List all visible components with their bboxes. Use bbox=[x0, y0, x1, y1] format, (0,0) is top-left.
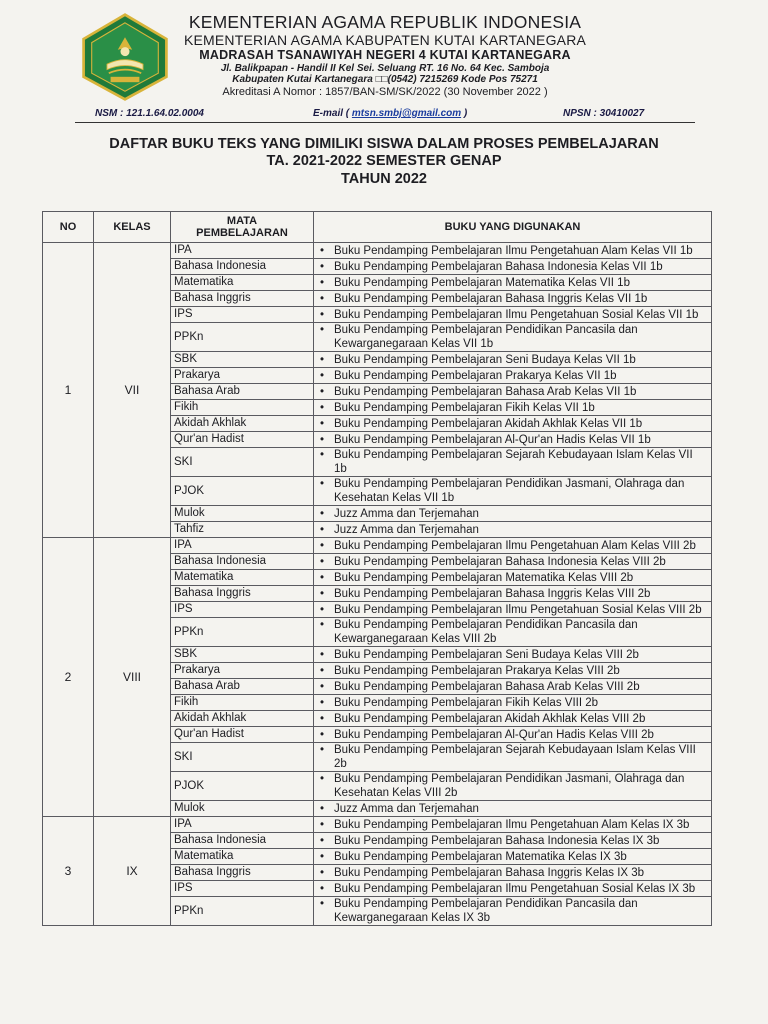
bullet-icon: • bbox=[320, 898, 325, 910]
email-close: ) bbox=[461, 108, 468, 119]
bullet-icon: • bbox=[320, 507, 325, 520]
cell-book bbox=[314, 554, 712, 570]
bullet-icon: • bbox=[320, 664, 325, 677]
cell-subject: PPKn bbox=[171, 323, 314, 352]
bullet-icon: • bbox=[320, 276, 325, 289]
book-title: Buku Pendamping Pembelajaran Bahasa Indonesia Kelas VII 1b bbox=[334, 260, 663, 273]
book-title: Buku Pendamping Pembelajaran Ilmu Pengetahuan Alam Kelas VII 1b bbox=[334, 244, 693, 257]
cell-book bbox=[314, 602, 712, 618]
bullet-icon: • bbox=[320, 369, 325, 382]
col-header-no: NO bbox=[43, 212, 94, 243]
book-title: Buku Pendamping Pembelajaran Fikih Kelas VIII 2b bbox=[334, 696, 599, 709]
book-item bbox=[320, 369, 708, 383]
book-title: Buku Pendamping Pembelajaran Fikih Kelas VII 1b bbox=[334, 401, 595, 414]
book-item bbox=[320, 292, 708, 306]
book-title: Buku Pendamping Pembelajaran Pendidikan Jasmani, Olahraga dan Kesehatan Kelas VIII 2b bbox=[334, 773, 685, 799]
cell-book bbox=[314, 711, 712, 727]
col-header-buku: BUKU YANG DIGUNAKAN bbox=[314, 212, 712, 243]
book-item bbox=[320, 818, 708, 832]
cell-book bbox=[314, 865, 712, 881]
cell-book bbox=[314, 538, 712, 554]
book-title: Buku Pendamping Pembelajaran Ilmu Pengetahuan Sosial Kelas VIII 2b bbox=[334, 603, 702, 616]
book-item bbox=[320, 401, 708, 415]
book-item bbox=[320, 897, 708, 925]
table-row bbox=[43, 243, 712, 259]
header-line-regency: KEMENTERIAN AGAMA KABUPATEN KUTAI KARTANEGARA bbox=[183, 32, 587, 49]
book-title: Buku Pendamping Pembelajaran Pendidikan Jasmani, Olahraga dan Kesehatan Kelas VII 1b bbox=[334, 478, 685, 504]
bullet-icon: • bbox=[320, 834, 325, 847]
header-line-contact: Kabupaten Kutai Kartanegara □□(0542) 7215269 Kode Pos 75271 bbox=[232, 74, 538, 86]
col-header-kelas: KELAS bbox=[94, 212, 171, 243]
book-title: Juzz Amma dan Terjemahan bbox=[334, 802, 479, 815]
book-title: Buku Pendamping Pembelajaran Seni Budaya Kelas VIII 2b bbox=[334, 648, 639, 661]
bullet-icon: • bbox=[320, 433, 325, 446]
book-item bbox=[320, 648, 708, 662]
book-item bbox=[320, 712, 708, 726]
cell-book bbox=[314, 618, 712, 647]
cell-book bbox=[314, 663, 712, 679]
book-title: Buku Pendamping Pembelajaran Pendidikan Pancasila dan Kewarganegaraan Kelas VIII 2b bbox=[334, 619, 638, 645]
bullet-icon: • bbox=[320, 603, 325, 616]
book-title: Juzz Amma dan Terjemahan bbox=[334, 523, 479, 536]
bullet-icon: • bbox=[320, 308, 325, 321]
cell-subject: Bahasa Inggris bbox=[171, 865, 314, 881]
book-title: Buku Pendamping Pembelajaran Ilmu Pengetahuan Sosial Kelas VII 1b bbox=[334, 308, 699, 321]
cell-subject: Bahasa Indonesia bbox=[171, 833, 314, 849]
cell-book bbox=[314, 400, 712, 416]
bullet-icon: • bbox=[320, 401, 325, 414]
book-item bbox=[320, 882, 708, 896]
bullet-icon: • bbox=[320, 244, 325, 257]
bullet-icon: • bbox=[320, 882, 325, 895]
cell-subject: Bahasa Inggris bbox=[171, 291, 314, 307]
cell-book bbox=[314, 259, 712, 275]
cell-subject: Bahasa Indonesia bbox=[171, 554, 314, 570]
book-item bbox=[320, 696, 708, 710]
book-title: Buku Pendamping Pembelajaran Ilmu Pengetahuan Alam Kelas VIII 2b bbox=[334, 539, 696, 552]
col-header-mapel bbox=[171, 212, 314, 243]
cell-subject: Matematika bbox=[171, 849, 314, 865]
cell-book bbox=[314, 743, 712, 772]
cell-book bbox=[314, 384, 712, 400]
cell-book bbox=[314, 243, 712, 259]
cell-subject: Fikih bbox=[171, 400, 314, 416]
book-item bbox=[320, 260, 708, 274]
book-title: Buku Pendamping Pembelajaran Akidah Akhlak Kelas VIII 2b bbox=[334, 712, 646, 725]
cell-book bbox=[314, 307, 712, 323]
cell-book bbox=[314, 727, 712, 743]
book-title: Buku Pendamping Pembelajaran Prakarya Kelas VII 1b bbox=[334, 369, 617, 382]
bullet-icon: • bbox=[320, 818, 325, 831]
cell-book bbox=[314, 897, 712, 926]
cell-subject: Qur'an Hadist bbox=[171, 432, 314, 448]
cell-subject: Mulok bbox=[171, 506, 314, 522]
book-title: Buku Pendamping Pembelajaran Ilmu Pengetahuan Sosial Kelas IX 3b bbox=[334, 882, 696, 895]
bullet-icon: • bbox=[320, 478, 325, 490]
header-line-ministry: KEMENTERIAN AGAMA REPUBLIK INDONESIA bbox=[188, 12, 582, 32]
nsm-text: NSM : 121.1.64.02.0004 bbox=[95, 108, 204, 119]
bullet-icon: • bbox=[320, 353, 325, 366]
cell-book bbox=[314, 522, 712, 538]
book-item bbox=[320, 850, 708, 864]
cell-subject: IPS bbox=[171, 602, 314, 618]
book-title: Buku Pendamping Pembelajaran Matematika Kelas VIII 2b bbox=[334, 571, 634, 584]
bullet-icon: • bbox=[320, 571, 325, 584]
book-title: Buku Pendamping Pembelajaran Seni Budaya Kelas VII 1b bbox=[334, 353, 636, 366]
table-body bbox=[43, 243, 712, 926]
book-item bbox=[320, 555, 708, 569]
cell-kelas: IX bbox=[94, 817, 171, 926]
bullet-icon: • bbox=[320, 587, 325, 600]
bullet-icon: • bbox=[320, 260, 325, 273]
book-title: Buku Pendamping Pembelajaran Al-Qur'an Hadis Kelas VIII 2b bbox=[334, 728, 654, 741]
cell-book bbox=[314, 368, 712, 384]
bullet-icon: • bbox=[320, 866, 325, 879]
cell-kelas: VIII bbox=[94, 538, 171, 817]
book-item bbox=[320, 308, 708, 322]
cell-subject: PJOK bbox=[171, 772, 314, 801]
book-title: Buku Pendamping Pembelajaran Pendidikan Pancasila dan Kewarganegaraan Kelas IX 3b bbox=[334, 898, 638, 924]
bullet-icon: • bbox=[320, 680, 325, 693]
book-title: Buku Pendamping Pembelajaran Ilmu Pengetahuan Alam Kelas IX 3b bbox=[334, 818, 690, 831]
book-title: Buku Pendamping Pembelajaran Prakarya Kelas VIII 2b bbox=[334, 664, 620, 677]
cell-book bbox=[314, 586, 712, 602]
cell-no: 2 bbox=[43, 538, 94, 817]
cell-subject: PPKn bbox=[171, 897, 314, 926]
cell-subject: Prakarya bbox=[171, 663, 314, 679]
cell-subject: Bahasa Indonesia bbox=[171, 259, 314, 275]
cell-subject: SKI bbox=[171, 448, 314, 477]
cell-subject: Prakarya bbox=[171, 368, 314, 384]
cell-book bbox=[314, 352, 712, 368]
cell-book bbox=[314, 817, 712, 833]
book-item bbox=[320, 618, 708, 646]
bullet-icon: • bbox=[320, 324, 325, 336]
cell-book bbox=[314, 570, 712, 586]
book-item bbox=[320, 587, 708, 601]
cell-subject: IPA bbox=[171, 243, 314, 259]
cell-subject: Akidah Akhlak bbox=[171, 711, 314, 727]
cell-no: 3 bbox=[43, 817, 94, 926]
book-title: Buku Pendamping Pembelajaran Matematika Kelas IX 3b bbox=[334, 850, 627, 863]
document-title bbox=[60, 136, 708, 188]
cell-subject: SBK bbox=[171, 352, 314, 368]
bullet-icon: • bbox=[320, 728, 325, 741]
book-title: Buku Pendamping Pembelajaran Pendidikan Pancasila dan Kewarganegaraan Kelas VII 1b bbox=[334, 324, 638, 350]
bullet-icon: • bbox=[320, 449, 325, 461]
cell-book bbox=[314, 506, 712, 522]
book-title: Buku Pendamping Pembelajaran Bahasa Inggris Kelas VII 1b bbox=[334, 292, 648, 305]
cell-subject: IPS bbox=[171, 881, 314, 897]
cell-book bbox=[314, 833, 712, 849]
book-item bbox=[320, 276, 708, 290]
book-title: Buku Pendamping Pembelajaran Al-Qur'an Hadis Kelas VII 1b bbox=[334, 433, 651, 446]
book-item bbox=[320, 448, 708, 476]
book-item bbox=[320, 433, 708, 447]
book-item bbox=[320, 603, 708, 617]
cell-book bbox=[314, 275, 712, 291]
bullet-icon: • bbox=[320, 523, 325, 536]
cell-subject: Mulok bbox=[171, 801, 314, 817]
cell-subject: Akidah Akhlak bbox=[171, 416, 314, 432]
book-item bbox=[320, 323, 708, 351]
book-title: Buku Pendamping Pembelajaran Matematika Kelas VII 1b bbox=[334, 276, 630, 289]
bullet-icon: • bbox=[320, 539, 325, 552]
book-title: Buku Pendamping Pembelajaran Bahasa Indonesia Kelas VIII 2b bbox=[334, 555, 666, 568]
cell-subject: SKI bbox=[171, 743, 314, 772]
bullet-icon: • bbox=[320, 385, 325, 398]
cell-book bbox=[314, 881, 712, 897]
cell-no: 1 bbox=[43, 243, 94, 538]
book-title: Buku Pendamping Pembelajaran Bahasa Arab Kelas VIII 2b bbox=[334, 680, 640, 693]
email-line bbox=[313, 108, 467, 119]
book-item bbox=[320, 772, 708, 800]
kemenag-emblem-icon bbox=[80, 12, 170, 102]
cell-book bbox=[314, 679, 712, 695]
bullet-icon: • bbox=[320, 619, 325, 631]
npsn-text: NPSN : 30410027 bbox=[563, 108, 645, 119]
book-item bbox=[320, 507, 708, 521]
header-line-address: Jl. Balikpapan - Handil II Kel Sei. Seluang RT. 16 No. 64 Kec. Samboja bbox=[220, 62, 550, 74]
textbook-table bbox=[42, 211, 712, 926]
bullet-icon: • bbox=[320, 555, 325, 568]
table-header-row bbox=[43, 212, 712, 243]
cell-subject: IPS bbox=[171, 307, 314, 323]
book-item bbox=[320, 477, 708, 505]
letterhead bbox=[0, 0, 768, 125]
bullet-icon: • bbox=[320, 802, 325, 815]
col-header-mapel-2: PEMBELAJARAN bbox=[196, 227, 288, 239]
header-line-school: MADRASAH TSANAWIYAH NEGERI 4 KUTAI KARTANEGARA bbox=[199, 48, 571, 63]
book-item bbox=[320, 866, 708, 880]
book-item bbox=[320, 571, 708, 585]
bullet-icon: • bbox=[320, 648, 325, 661]
cell-subject: Bahasa Inggris bbox=[171, 586, 314, 602]
cell-subject: IPA bbox=[171, 817, 314, 833]
table-row bbox=[43, 538, 712, 554]
book-item bbox=[320, 802, 708, 816]
book-item bbox=[320, 523, 708, 537]
cell-subject: Bahasa Arab bbox=[171, 384, 314, 400]
book-item bbox=[320, 743, 708, 771]
cell-book bbox=[314, 448, 712, 477]
book-item bbox=[320, 680, 708, 694]
cell-subject: IPA bbox=[171, 538, 314, 554]
bullet-icon: • bbox=[320, 292, 325, 305]
cell-book bbox=[314, 291, 712, 307]
cell-subject: Tahfiz bbox=[171, 522, 314, 538]
book-item bbox=[320, 728, 708, 742]
bullet-icon: • bbox=[320, 744, 325, 756]
book-item bbox=[320, 244, 708, 258]
title-line-1: DAFTAR BUKU TEKS YANG DIMILIKI SISWA DALAM PROSES PEMBELAJARAN bbox=[109, 136, 659, 152]
email-link[interactable]: mtsn.smbj@gmail.com bbox=[351, 108, 462, 119]
col-header-mapel-1: MATA bbox=[226, 215, 258, 227]
cell-kelas: VII bbox=[94, 243, 171, 538]
cell-book bbox=[314, 772, 712, 801]
book-item bbox=[320, 385, 708, 399]
bullet-icon: • bbox=[320, 696, 325, 709]
bullet-icon: • bbox=[320, 417, 325, 430]
cell-book bbox=[314, 647, 712, 663]
book-item bbox=[320, 664, 708, 678]
cell-book bbox=[314, 432, 712, 448]
cell-book bbox=[314, 695, 712, 711]
cell-subject: SBK bbox=[171, 647, 314, 663]
cell-subject: Matematika bbox=[171, 275, 314, 291]
cell-book bbox=[314, 849, 712, 865]
bullet-icon: • bbox=[320, 712, 325, 725]
cell-book bbox=[314, 323, 712, 352]
title-line-3: TAHUN 2022 bbox=[341, 170, 427, 187]
book-item bbox=[320, 834, 708, 848]
cell-subject: Bahasa Arab bbox=[171, 679, 314, 695]
cell-book bbox=[314, 801, 712, 817]
book-title: Buku Pendamping Pembelajaran Bahasa Inggris Kelas VIII 2b bbox=[334, 587, 651, 600]
cell-subject: Matematika bbox=[171, 570, 314, 586]
book-item bbox=[320, 539, 708, 553]
bullet-icon: • bbox=[320, 850, 325, 863]
cell-subject: PPKn bbox=[171, 618, 314, 647]
cell-subject: Fikih bbox=[171, 695, 314, 711]
book-item bbox=[320, 417, 708, 431]
bullet-icon: • bbox=[320, 773, 325, 785]
header-line-accreditation: Akreditasi A Nomor : 1857/BAN-SM/SK/2022 (30 November 2022 ) bbox=[222, 85, 548, 98]
cell-book bbox=[314, 477, 712, 506]
email-label: E-mail ( bbox=[313, 108, 352, 119]
book-item bbox=[320, 353, 708, 367]
book-title: Buku Pendamping Pembelajaran Sejarah Kebudayaan Islam Kelas VIII 2b bbox=[334, 744, 696, 770]
book-title: Buku Pendamping Pembelajaran Bahasa Arab Kelas VII 1b bbox=[334, 385, 637, 398]
title-line-2: TA. 2021-2022 SEMESTER GENAP bbox=[266, 153, 502, 170]
book-title: Buku Pendamping Pembelajaran Akidah Akhlak Kelas VII 1b bbox=[334, 417, 643, 430]
table-row bbox=[43, 817, 712, 833]
book-title: Juzz Amma dan Terjemahan bbox=[334, 507, 479, 520]
cell-subject: PJOK bbox=[171, 477, 314, 506]
book-title: Buku Pendamping Pembelajaran Sejarah Kebudayaan Islam Kelas VII 1b bbox=[334, 449, 693, 475]
cell-book bbox=[314, 416, 712, 432]
cell-subject: Qur'an Hadist bbox=[171, 727, 314, 743]
book-title: Buku Pendamping Pembelajaran Bahasa Indonesia Kelas IX 3b bbox=[334, 834, 660, 847]
book-title: Buku Pendamping Pembelajaran Bahasa Inggris Kelas IX 3b bbox=[334, 866, 645, 879]
header-divider bbox=[75, 122, 695, 123]
